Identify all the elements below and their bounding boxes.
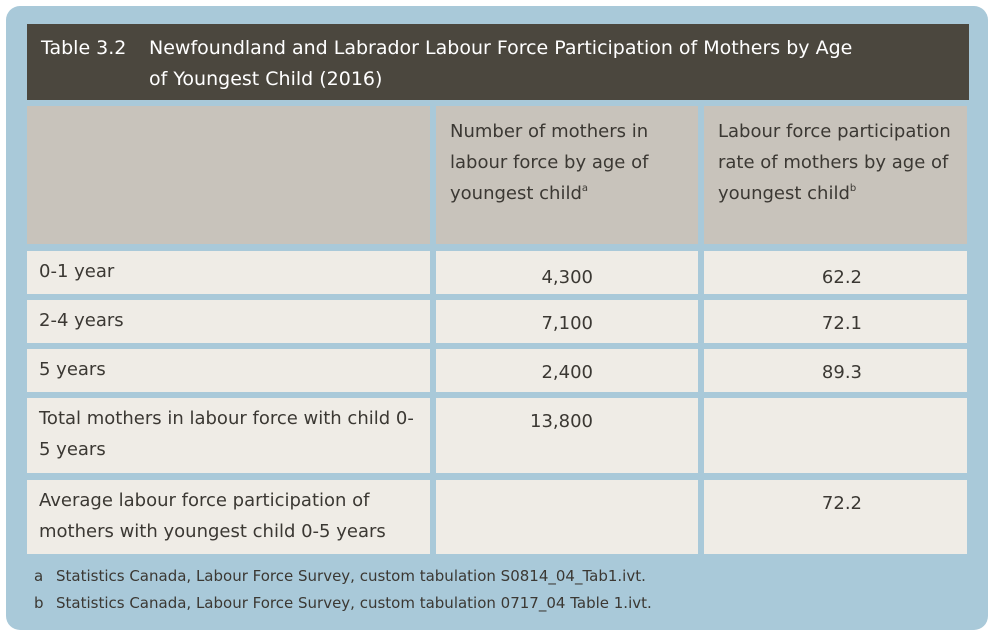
footnote-a — [34, 566, 646, 586]
header-rate-text: Labour force participation rate of mothers by age of youngest child — [718, 121, 951, 204]
table-title-line1: Newfoundland and Labrador Labour Force Participation of Mothers by Age — [149, 37, 853, 59]
header-empty-cell — [27, 106, 430, 244]
footnote-a-letter: a — [34, 567, 44, 585]
table-cell-count — [436, 480, 698, 554]
table-row-label: Total mothers in labour force with child 0-5 years — [27, 398, 430, 473]
table-cell-count: 4,300 — [436, 251, 698, 294]
table-title-bar — [27, 24, 969, 100]
table-cell-rate — [704, 398, 967, 473]
table-cell-rate: 89.3 — [704, 349, 967, 392]
table-number: Table 3.2 — [41, 37, 127, 59]
table-cell-count: 13,800 — [436, 398, 698, 473]
footnote-b — [34, 593, 652, 613]
table-row-label: 2-4 years — [27, 300, 430, 343]
footnote-b-text: Statistics Canada, Labour Force Survey, custom tabulation 0717_04 Table 1.ivt. — [56, 594, 652, 612]
table-cell-count: 2,400 — [436, 349, 698, 392]
table-cell-count: 7,100 — [436, 300, 698, 343]
table-cell-rate: 72.2 — [704, 480, 967, 554]
table-row-label: 0-1 year — [27, 251, 430, 294]
table-row-label: Average labour force participation of mothers with youngest child 0-5 years — [27, 480, 430, 554]
header-count-text: Number of mothers in labour force by age of youngest child — [450, 121, 649, 204]
footnote-ref-a: a — [581, 183, 589, 194]
footnote-b-letter: b — [34, 594, 44, 612]
header-rate — [704, 106, 967, 244]
table-row-label: 5 years — [27, 349, 430, 392]
table-title-line2: of Youngest Child (2016) — [149, 68, 383, 90]
header-count — [436, 106, 698, 244]
footnote-a-text: Statistics Canada, Labour Force Survey, custom tabulation S0814_04_Tab1.ivt. — [56, 567, 646, 585]
table-cell-rate: 62.2 — [704, 251, 967, 294]
footnote-ref-b: b — [849, 183, 857, 194]
table-cell-rate: 72.1 — [704, 300, 967, 343]
